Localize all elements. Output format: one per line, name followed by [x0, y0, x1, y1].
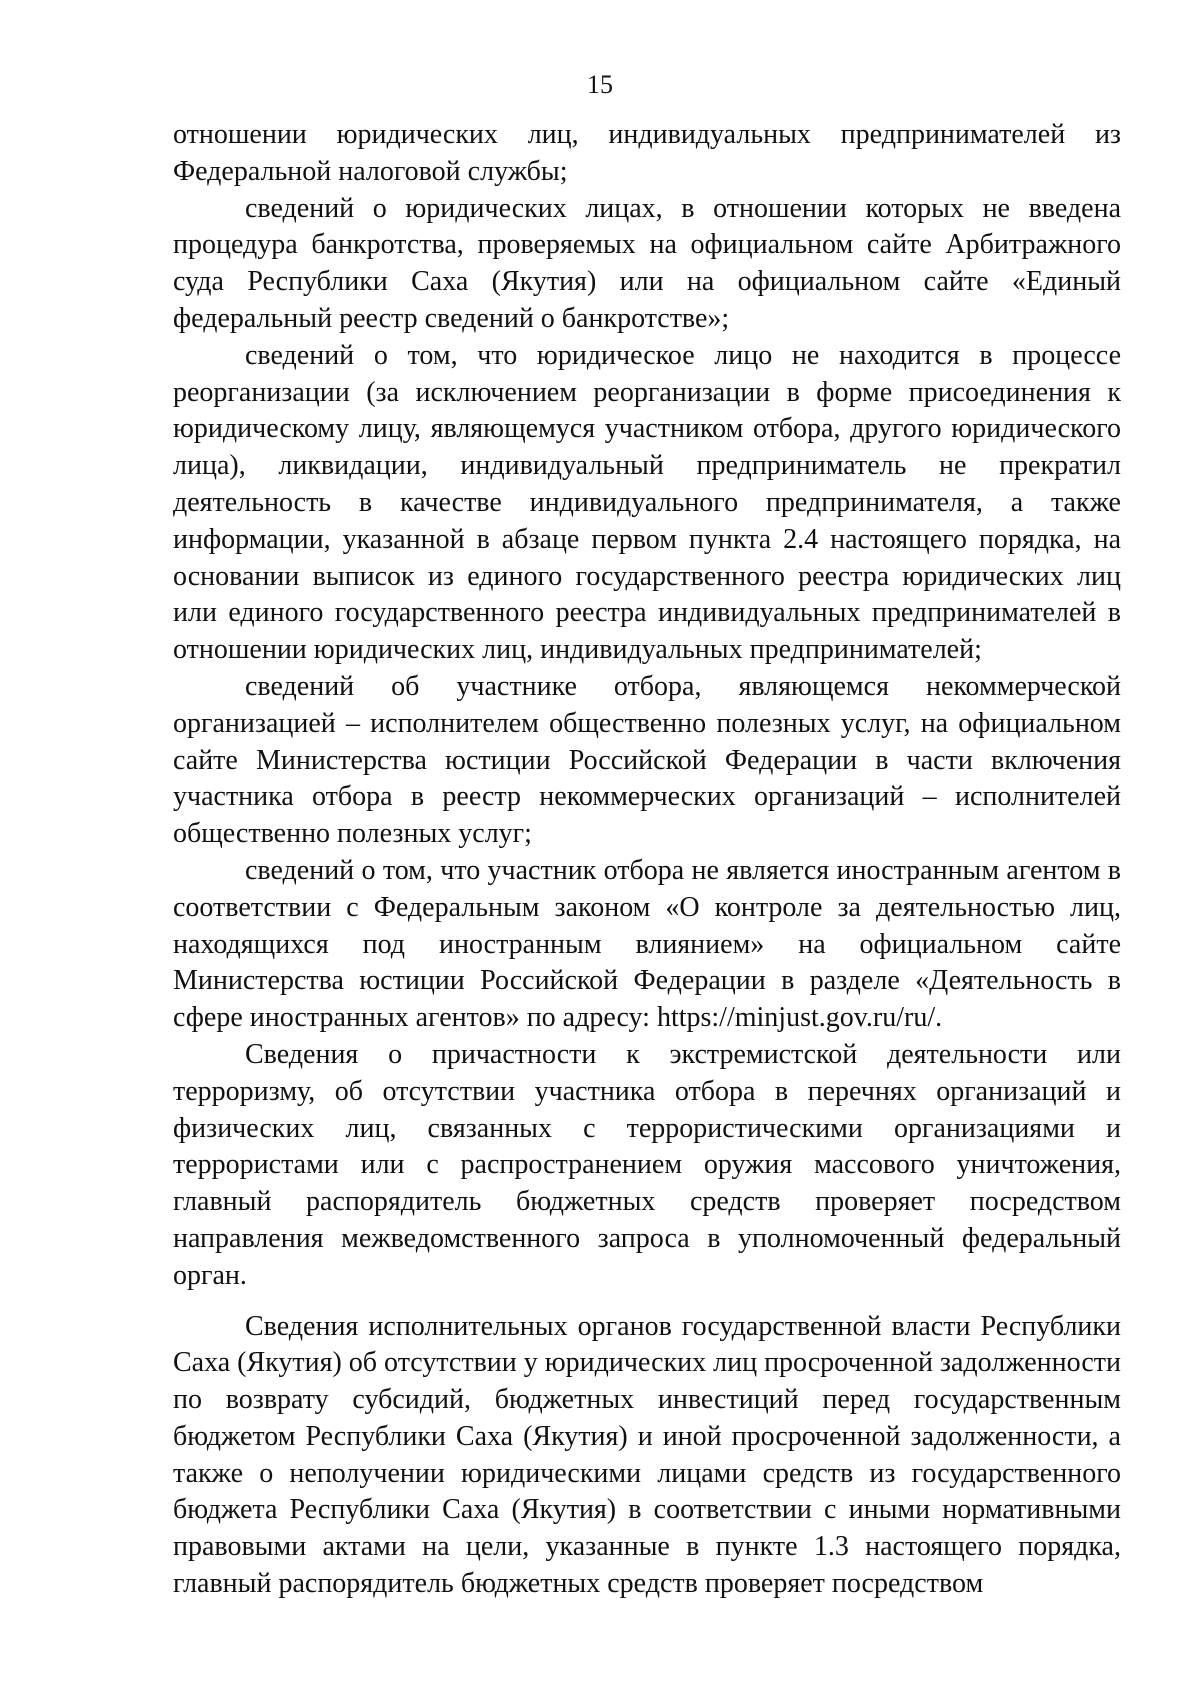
- paragraph-foreign-agent-info: сведений о том, что участник отбора не является иностранным агентом в соответствии с Федеральным законом «О контроле за деятельностью лиц, находящихся под иностранным влиянием» на официальном сайте Министерства юстиции Российской Федерации в разделе «Деятельность в сфере иностранных агентов» по адресу: https://minjust.gov.ru/ru/.: [173, 854, 1121, 1034]
- paragraph-debt-info: Сведения исполнительных органов государственной власти Республики Саха (Якутия) об отсутствии у юридических лиц просроченной задолженности по возврату субсидий, бюджетных инвестиций перед государственным бюджетом Республики Саха (Якутия) и иной просроченной задолженности, а также о неполучении юридическими лицами средств из государственного бюджета Республики Саха (Якутия) в соответствии с иными нормативными правовыми актами на цели, указанные в пункте 1.3 настоящего порядка, главный распорядитель бюджетных средств проверяет посредством: [173, 1310, 1121, 1600]
- page-number: 15: [587, 70, 613, 99]
- paragraph-extremism-info: Сведения о причастности к экстремистской деятельности или терроризму, об отсутствии участника отбора в перечнях организаций и физических лиц, связанных с террористическими организациями и террористами или с распространением оружия массового уничтожения, главный распорядитель бюджетных средств проверяет посредством направления межведомственного запроса в уполномоченный федеральный орган.: [173, 1038, 1121, 1291]
- paragraph-continuation: отношении юридических лиц, индивидуальных предпринимателей из Федеральной налоговой службы;: [173, 119, 1121, 187]
- paragraph-nonprofit-info: сведений об участнике отбора, являющемся некоммерческой организацией – исполнителем общественно полезных услуг, на официальном сайте Министерства юстиции Российской Федерации в части включения участника отбора в реестр некоммерческих организаций – исполнителей общественно полезных услуг;: [173, 670, 1121, 850]
- paragraph-reorganization-info: сведений о том, что юридическое лицо не находится в процессе реорганизации (за исключением реорганизации в форме присоединения к юридическому лицу, являющемуся участником отбора, другого юридического лица), ликвидации, индивидуальный предприниматель не прекратил деятельность в качестве индивидуального предпринимателя, а также информации, указанной в абзаце первом пункта 2.4 настоящего порядка, на основании выписок из единого государственного реестра юридических лиц или единого государственного реестра индивидуальных предпринимателей в отношении юридических лиц, индивидуальных предпринимателей;: [173, 339, 1121, 666]
- paragraph-bankruptcy-info: сведений о юридических лицах, в отношении которых не введена процедура банкротства, проверяемых на официальном сайте Арбитражного суда Республики Саха (Якутия) или на официальном сайте «Единый федеральный реестр сведений о банкротстве»;: [173, 192, 1121, 334]
- document-body: [173, 117, 1121, 1603]
